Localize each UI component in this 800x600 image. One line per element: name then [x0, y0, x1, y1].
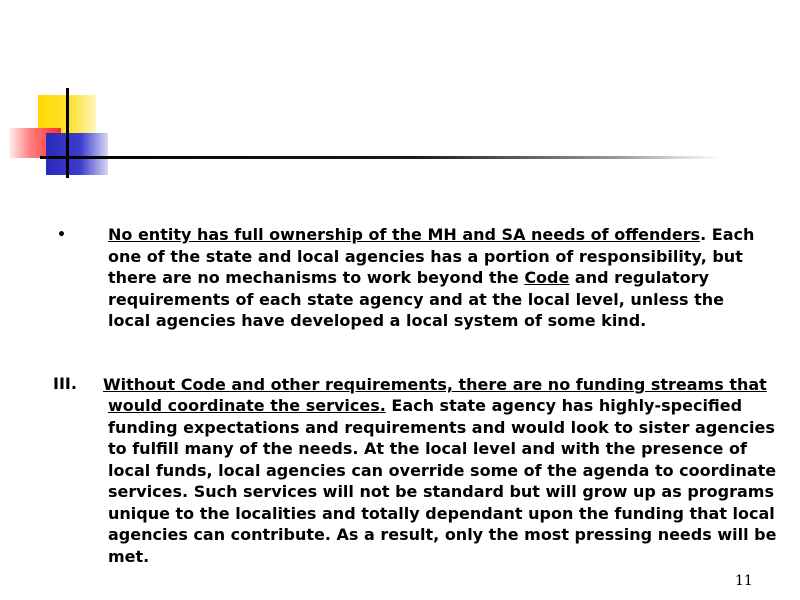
section-paragraph — [108, 395, 778, 567]
bullet-text-a: . Each one of the state and local agencies has a portion of responsibility, but there are no mechanisms to work beyond the — [108, 225, 755, 287]
section-heading-line — [103, 374, 783, 396]
title-underline-rule — [40, 156, 720, 159]
bullet-icon: • — [57, 227, 66, 243]
code-term: Code — [524, 268, 570, 287]
slide-number: 11 — [735, 573, 753, 589]
blue-square-decoration — [46, 133, 108, 175]
bullet-underlined-text: No entity has full ownership of the MH and SA needs of offenders — [108, 225, 701, 244]
section-text: Each state agency has highly-specified funding expectations and requirements and would look to sister agencies to fulfill many of the needs. At the local level and with the presence of local funds, local agencies can override some of the agenda to coordinate services. Such services will not be standard but will grow up as programs unique to the localities and totally dependant upon the funding that local agencies can contribute. As a result, only the most pressing needs will be met. — [108, 396, 777, 566]
section-underlined-line-1: Without Code and other requirements, there are no funding streams that — [103, 375, 767, 394]
bullet-text-b: and regulatory requirements of each state agency and at the local level, unless the local agencies have developed a local system of some kind. — [108, 268, 724, 330]
bullet-paragraph — [108, 224, 768, 332]
section-numeral: III. — [53, 374, 77, 393]
vertical-rule — [66, 88, 69, 178]
section-underlined-line-2: would coordinate the services. — [108, 396, 386, 415]
